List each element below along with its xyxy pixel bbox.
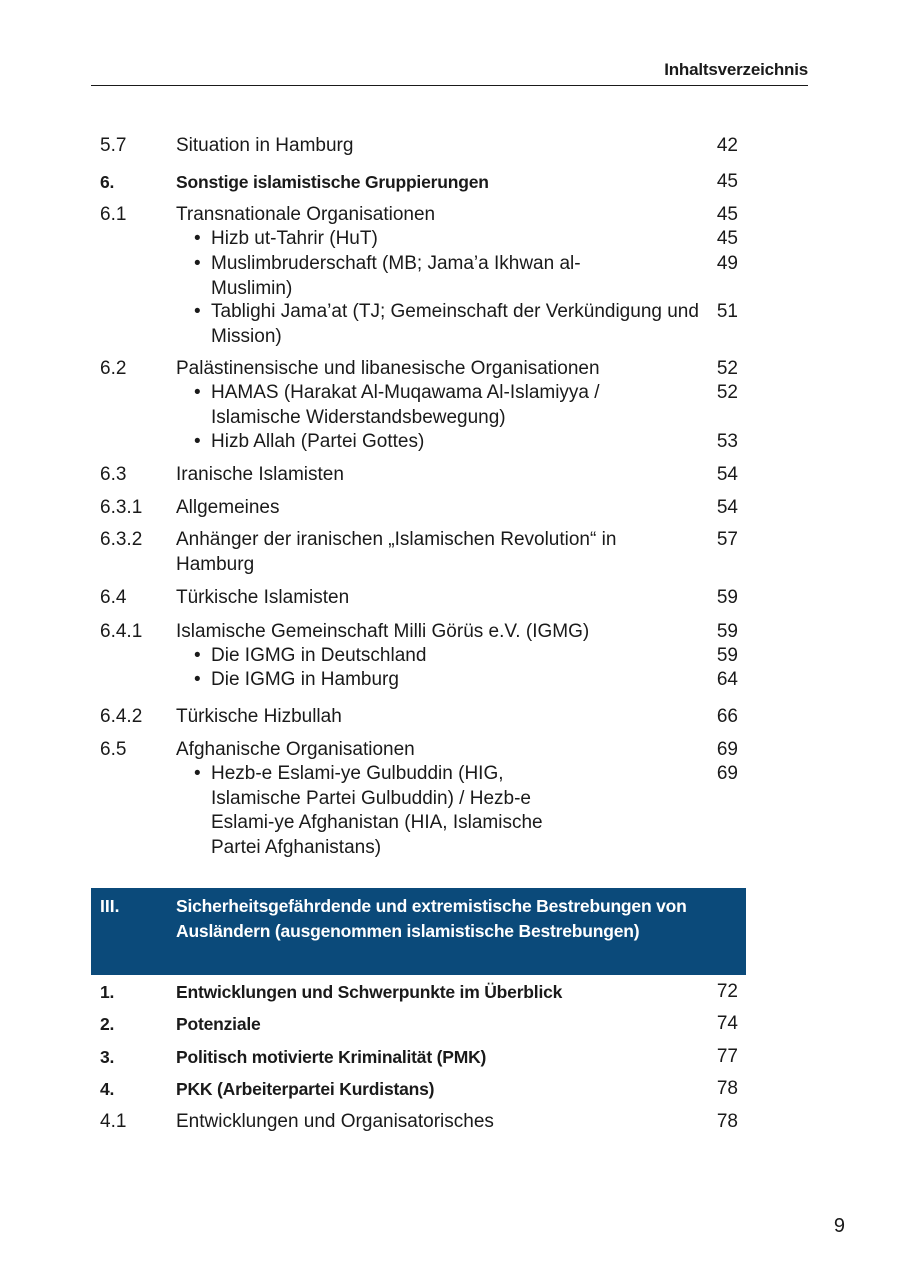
entry-number: 6.3 xyxy=(100,464,127,485)
page-number: 9 xyxy=(833,1215,845,1237)
entry-number: 4. xyxy=(100,1079,115,1099)
entry-title: Türkische Islamisten xyxy=(176,587,350,608)
entry-page: 45 xyxy=(716,228,738,249)
entry-page: 45 xyxy=(716,171,738,192)
bullet-icon: • xyxy=(194,382,201,403)
entry-title: Anhänger der iranischen „Islamischen Revolution“ in Hamburg xyxy=(176,529,617,575)
entry-number: 2. xyxy=(100,1014,115,1034)
entry-page: 72 xyxy=(716,981,738,1002)
section-title: Sicherheitsgefährdende und extremistische Bestrebungen von Ausländern (ausgenommen islamistische Bestrebungen) xyxy=(176,896,687,941)
header-title: Inhaltsverzeichnis xyxy=(664,60,808,79)
entry-title: • Hezb-e Eslami-ye Gulbuddin (HIG, Islamische Partei Gulbuddin) / Hezb-e Eslami-ye Afghanistan (HIA, Islamische Partei Afghanistans) xyxy=(194,763,543,858)
entry-page: 57 xyxy=(716,529,738,550)
entry-page: 49 xyxy=(716,253,738,274)
bullet-icon: • xyxy=(194,228,201,249)
entry-title: Palästinensische und libanesische Organisationen xyxy=(176,358,600,379)
entry-title: Transnationale Organisationen xyxy=(176,204,436,225)
entry-page: 59 xyxy=(716,621,738,642)
entry-title: Politisch motivierte Kriminalität (PMK) xyxy=(176,1047,487,1067)
entry-title: Afghanische Organisationen xyxy=(176,739,415,760)
entry-title: • Hizb Allah (Partei Gottes) xyxy=(194,430,711,455)
entry-title: Entwicklungen und Organisatorisches xyxy=(176,1111,494,1132)
entry-number: 4.1 xyxy=(100,1111,127,1132)
entry-title: Allgemeines xyxy=(176,497,280,518)
bullet-icon: • xyxy=(194,253,201,274)
entry-number: 1. xyxy=(100,982,115,1002)
entry-title: • Die IGMG in Deutschland xyxy=(194,644,711,669)
entry-title: Türkische Hizbullah xyxy=(176,706,342,727)
entry-title: • Die IGMG in Hamburg xyxy=(194,668,711,693)
entry-title: PKK (Arbeiterpartei Kurdistans) xyxy=(176,1079,435,1099)
entry-title: • HAMAS (Harakat Al-Muqawama Al-Islamiyya / Islamische Widerstandsbewegung) xyxy=(194,382,600,428)
entry-page: 66 xyxy=(716,706,738,727)
entry-page: 54 xyxy=(716,497,738,518)
entry-page: 42 xyxy=(716,135,738,156)
bullet-icon: • xyxy=(194,763,201,784)
entry-page: 52 xyxy=(716,382,738,403)
entry-page: 69 xyxy=(716,739,738,760)
entry-number: 6.1 xyxy=(100,204,127,225)
bullet-icon: • xyxy=(194,431,201,452)
entry-title: Iranische Islamisten xyxy=(176,464,344,485)
entry-number: 6.3.2 xyxy=(100,529,143,550)
entry-number: 6.4.1 xyxy=(100,621,143,642)
entry-title: • Tablighi Jama’at (TJ; Gemeinschaft der Verkündigung und Mission) xyxy=(194,301,699,347)
entry-title: Potenziale xyxy=(176,1014,261,1034)
entry-number: 6.5 xyxy=(100,739,127,760)
entry-title: • Hizb ut-Tahrir (HuT) xyxy=(194,227,711,252)
entry-number: 5.7 xyxy=(100,135,127,156)
entry-page: 59 xyxy=(716,645,738,666)
entry-page: 78 xyxy=(716,1078,738,1099)
entry-page: 52 xyxy=(716,358,738,379)
entry-number: 6. xyxy=(100,172,115,192)
section-heading-iii[interactable] xyxy=(91,888,746,975)
entry-page: 51 xyxy=(716,301,738,322)
entry-page: 45 xyxy=(716,204,738,225)
entry-page: 64 xyxy=(716,669,738,690)
entry-number: 6.4 xyxy=(100,587,127,608)
entry-title: Situation in Hamburg xyxy=(176,135,354,156)
entry-number: 6.4.2 xyxy=(100,706,143,727)
bullet-icon: • xyxy=(194,645,201,666)
bullet-icon: • xyxy=(194,301,201,322)
entry-page: 53 xyxy=(716,431,738,452)
entry-title: Entwicklungen und Schwerpunkte im Überblick xyxy=(176,982,563,1002)
entry-title: Sonstige islamistische Gruppierungen xyxy=(176,172,489,192)
entry-number: 6.2 xyxy=(100,358,127,379)
entry-page: 54 xyxy=(716,464,738,485)
header-rule xyxy=(91,85,808,86)
entry-title: Islamische Gemeinschaft Milli Görüs e.V. (IGMG) xyxy=(176,621,590,642)
entry-page: 59 xyxy=(716,587,738,608)
entry-title: • Muslimbruderschaft (MB; Jama’a Ikhwan al-Muslimin) xyxy=(194,253,581,299)
entry-page: 74 xyxy=(716,1013,738,1034)
entry-number: 3. xyxy=(100,1047,115,1067)
entry-page: 77 xyxy=(716,1046,738,1067)
entry-page: 78 xyxy=(716,1111,738,1132)
bullet-icon: • xyxy=(194,669,201,690)
entry-page: 69 xyxy=(716,763,738,784)
section-number: III. xyxy=(100,896,120,916)
entry-number: 6.3.1 xyxy=(100,497,143,518)
